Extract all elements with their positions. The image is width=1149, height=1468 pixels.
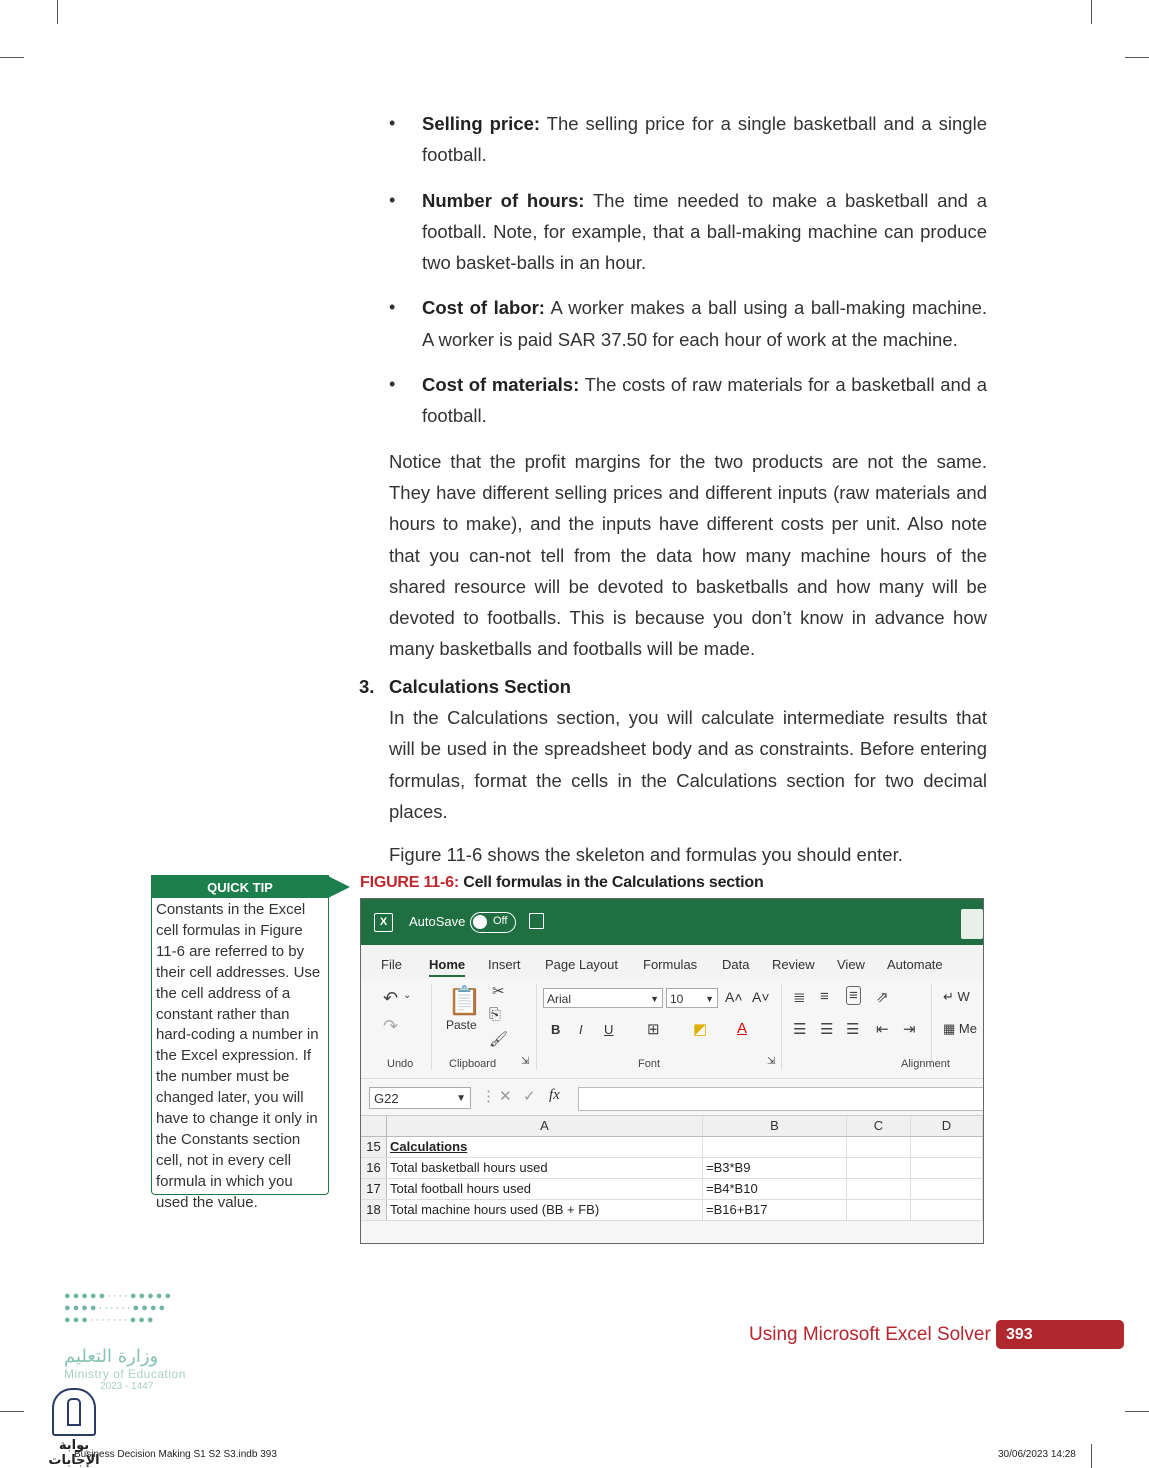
font-group-label: Font [638, 1058, 661, 1070]
paste-icon[interactable]: 📋 [447, 985, 482, 1016]
bullet-term: Number of hours: [422, 189, 585, 211]
table-row [361, 1179, 983, 1200]
insert-function-icon[interactable]: fx [549, 1087, 560, 1103]
figure-label: FIGURE 11-6: [360, 874, 459, 891]
wrap-text-button[interactable] [943, 989, 970, 1005]
orientation-icon[interactable]: ⇗ [876, 989, 889, 1006]
ministry-name-arabic: وزارة التعليم [64, 1346, 159, 1367]
underline-button[interactable]: U [604, 1022, 614, 1037]
figure-reference: Figure 11-6 shows the skeleton and formulas you should enter. [389, 844, 903, 866]
chevron-down-icon[interactable]: ⌄ [403, 990, 412, 1001]
select-all-corner[interactable] [361, 1116, 387, 1136]
crop-mark [0, 57, 24, 58]
quick-tip-box [151, 875, 329, 1211]
spreadsheet-grid [361, 1116, 983, 1221]
tab-formulas[interactable]: Formulas [643, 957, 698, 972]
bullet-item [389, 185, 987, 279]
cell-a17[interactable]: Total football hours used [387, 1179, 703, 1199]
cell-a15[interactable]: Calculations [387, 1137, 703, 1157]
formula-bar [361, 1079, 983, 1116]
borders-icon[interactable]: ⊞ [647, 1021, 660, 1038]
more-options-icon: ⋮ [481, 1088, 496, 1105]
chevron-down-icon: ▼ [456, 1093, 466, 1104]
pen-shape [67, 1398, 81, 1426]
paste-label[interactable]: Paste [446, 1018, 477, 1032]
cell-a18[interactable]: Total machine hours used (BB + FB) [387, 1200, 703, 1220]
tab-file[interactable]: File [381, 957, 402, 972]
bullet-term: Cost of labor: [422, 297, 545, 319]
notice-paragraph: Notice that the profit margins for the two products are not the same. They have different selling prices and different inputs (raw materials and hours to make), and the inputs have different costs per unit. Also note that you can-not tell from the data how many machine hours of the shared resource will be devoted to basketballs and how many will be devoted to footballs. This is because you don’t know in advance how many basketballs and footballs will be made. [389, 450, 987, 660]
grow-font-button[interactable]: A˄ [725, 989, 743, 1005]
font-size-select[interactable] [666, 988, 718, 1008]
row-number[interactable]: 15 [361, 1137, 387, 1157]
column-header-c[interactable]: C [847, 1116, 911, 1136]
copy-icon[interactable]: ⎘ [489, 1006, 502, 1023]
cell-d15[interactable] [911, 1137, 983, 1157]
section-body: In the Calculations section, you will calculate intermediate results that will be used in the spreadsheet body and as constraints. Before entering formulas, format the cells in the Calculations section for two decimal places. [389, 707, 987, 822]
pen-nib-icon [52, 1388, 96, 1436]
clipboard-group-label: Clipboard [449, 1058, 497, 1070]
merge-button[interactable] [943, 1021, 977, 1037]
tab-page-layout[interactable]: Page Layout [545, 957, 619, 972]
excel-window [360, 898, 984, 1244]
row-number[interactable]: 18 [361, 1200, 387, 1220]
undo-group-label: Undo [387, 1058, 414, 1070]
page-number-badge: 393 [996, 1320, 1124, 1349]
bullet-term: Selling price: [422, 113, 541, 134]
bullet-item [389, 108, 987, 171]
ribbon [361, 978, 983, 1079]
cell-c16[interactable] [847, 1158, 911, 1178]
enter-icon[interactable]: ✓ [523, 1088, 536, 1105]
dialog-launcher-icon[interactable]: ⇲ [521, 1056, 530, 1067]
wrap-text-icon: ↵ [943, 989, 954, 1004]
tab-data[interactable]: Data [722, 957, 750, 972]
cell-c17[interactable] [847, 1179, 911, 1199]
align-middle-icon[interactable]: ≡ [820, 988, 829, 1005]
font-name-select[interactable] [543, 988, 663, 1008]
ministry-dots-icon: ●●●●●····●●●●● ●●●●······●●●● ●●●·······●●● [64, 1290, 174, 1326]
save-icon[interactable] [529, 913, 544, 929]
autosave-label: AutoSave [409, 914, 466, 929]
fill-color-icon[interactable]: ◩ [693, 1021, 708, 1038]
format-painter-icon[interactable]: 🖌 [489, 1031, 509, 1048]
name-box[interactable] [369, 1087, 471, 1109]
print-slug-date: 30/06/2023 14:28 [998, 1449, 1076, 1460]
figure-caption-text: Cell formulas in the Calculations section [458, 874, 764, 891]
bullet-text: The costs of raw materials for a basketball and a football. [422, 374, 987, 427]
ribbon-divider [781, 984, 782, 1070]
font-color-button[interactable]: A [737, 1020, 748, 1037]
figure-caption [360, 874, 764, 892]
merge-label: Me [958, 1021, 977, 1036]
crop-mark [1091, 1444, 1092, 1468]
ribbon-divider [431, 984, 432, 1070]
cell-b18[interactable]: =B16+B17 [703, 1200, 847, 1220]
chevron-down-icon: ▼ [650, 994, 659, 1004]
bullet-item [389, 369, 987, 432]
cancel-icon[interactable]: ✕ [499, 1088, 512, 1105]
table-row [361, 1200, 983, 1221]
main-text [359, 108, 987, 877]
align-left-icon[interactable]: ☰ [793, 1021, 807, 1038]
crop-mark [0, 1411, 24, 1412]
decrease-indent-icon[interactable]: ⇤ [876, 1021, 889, 1038]
section-number: 3. [359, 675, 375, 697]
crop-mark [1125, 1411, 1149, 1412]
cell-d17[interactable] [911, 1179, 983, 1199]
cell-b16[interactable]: =B3*B9 [703, 1158, 847, 1178]
cut-icon[interactable]: ✂ [492, 983, 505, 1000]
tab-insert[interactable]: Insert [488, 957, 521, 972]
print-slug-file: Business Decision Making S1 S2 S3.indb 393 [74, 1449, 277, 1460]
dialog-launcher-icon[interactable]: ⇲ [767, 1056, 776, 1067]
chapter-title: Using Microsoft Excel Solver [749, 1324, 991, 1345]
ministry-year: 2023 - 1447 [100, 1381, 154, 1392]
row-number[interactable]: 16 [361, 1158, 387, 1178]
tab-home[interactable]: Home [429, 957, 466, 972]
portal-name: بوابة الإجابات [48, 1438, 100, 1468]
wrap-text-label: W [957, 989, 970, 1004]
quick-tip-title: QUICK TIP [152, 876, 328, 898]
crop-mark [57, 0, 58, 24]
align-bottom-icon[interactable]: ≡ [846, 986, 861, 1005]
bullet-text: The selling price for a single basketball and a single football. [422, 113, 987, 166]
crop-mark [1091, 0, 1092, 24]
search-box-edge[interactable] [961, 909, 983, 939]
autosave-toggle[interactable] [470, 912, 516, 933]
excel-titlebar [361, 899, 983, 945]
align-right-icon[interactable]: ☰ [846, 1021, 860, 1038]
section-title: Calculations Section [389, 675, 571, 697]
table-row [361, 1137, 983, 1158]
cell-c18[interactable] [847, 1200, 911, 1220]
cell-c15[interactable] [847, 1137, 911, 1157]
column-header-d[interactable]: D [911, 1116, 983, 1136]
toggle-state: Off [493, 915, 508, 927]
chevron-down-icon: ▼ [705, 994, 714, 1004]
section-heading [359, 671, 987, 702]
merge-icon: ▦ [943, 1021, 956, 1036]
row-number[interactable]: 17 [361, 1179, 387, 1199]
align-top-icon[interactable]: ≣ [793, 989, 806, 1006]
column-header-a[interactable]: A [387, 1116, 703, 1136]
cell-d18[interactable] [911, 1200, 983, 1220]
italic-button[interactable]: I [579, 1022, 583, 1037]
font-size-value: 10 [670, 992, 684, 1006]
cell-d16[interactable] [911, 1158, 983, 1178]
tab-automate[interactable]: Automate [887, 957, 943, 972]
column-header-row [361, 1116, 983, 1137]
cell-b17[interactable]: =B4*B10 [703, 1179, 847, 1199]
bullet-item [389, 292, 987, 355]
bold-button[interactable]: B [551, 1022, 561, 1037]
font-name-value: Arial [547, 992, 572, 1006]
align-center-icon[interactable]: ☰ [820, 1021, 834, 1038]
alignment-group-label: Alignment [901, 1058, 950, 1070]
cell-a16[interactable]: Total basketball hours used [387, 1158, 703, 1178]
menu-bar [361, 945, 983, 978]
cell-b15[interactable] [703, 1137, 847, 1157]
toggle-knob [473, 915, 487, 929]
formula-input[interactable] [578, 1087, 983, 1111]
shrink-font-button[interactable]: A˅ [752, 989, 770, 1005]
column-header-b[interactable]: B [703, 1116, 847, 1136]
table-row [361, 1158, 983, 1179]
redo-icon[interactable]: ↷ [383, 1016, 399, 1036]
bullet-text: A worker makes a ball using a ball-making machine. A worker is paid SAR 37.50 for each hour of work at the machine. [422, 297, 987, 350]
ribbon-divider [536, 984, 537, 1070]
tab-view[interactable]: View [837, 957, 865, 972]
ministry-logo [64, 1290, 204, 1392]
bullet-text: The time needed to make a basketball and a football. Note, for example, that a ball-making machine can produce two basket-balls in an hour. [422, 189, 987, 274]
bullet-term: Cost of materials: [422, 374, 580, 396]
name-box-value: G22 [374, 1091, 399, 1106]
increase-indent-icon[interactable]: ⇥ [903, 1021, 916, 1038]
ministry-name-english: Ministry of Education [64, 1367, 186, 1381]
tab-review[interactable]: Review [772, 957, 815, 972]
crop-mark [1125, 57, 1149, 58]
undo-icon[interactable]: ↶ [383, 988, 399, 1008]
excel-app-icon: X [374, 913, 393, 932]
quick-tip-body: Constants in the Excel cell formulas in Figure 11-6 are referred to by their cell addresses. Use the cell address of a constant rather than hard-coding a number in the Excel expression. If the number must be changed later, you will have to change it only in the Constants section cell, not in every cell formula in which you used the value. [156, 901, 321, 1211]
